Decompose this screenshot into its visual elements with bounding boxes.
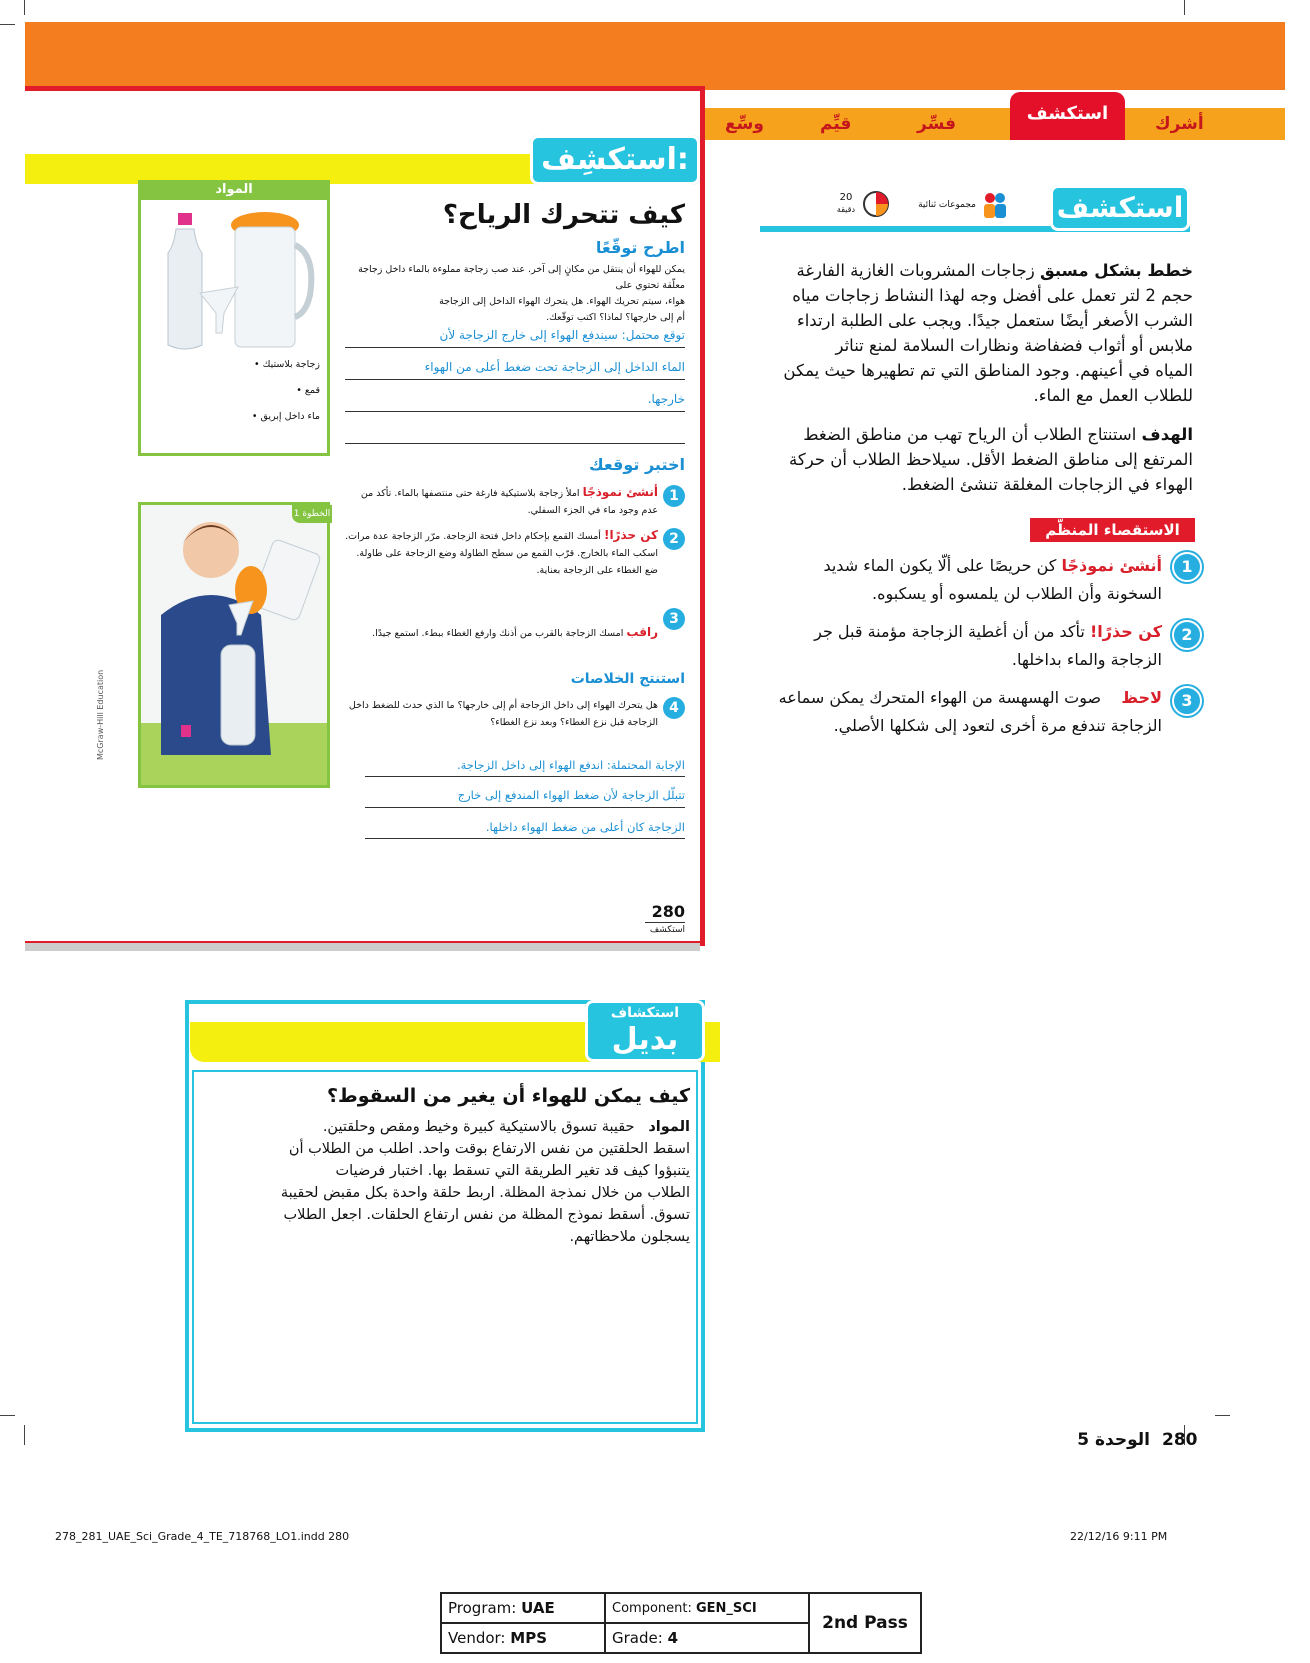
item-line: السخونة وأن الطلاب لن يلمسوه أو يسكبوه. bbox=[872, 584, 1162, 603]
photo-credit: McGraw-Hill Education bbox=[96, 669, 105, 760]
extension-banner-main: بديل bbox=[611, 1022, 679, 1057]
plan-line: للطلاب العمل مع الماء. bbox=[1033, 386, 1193, 405]
page-number-rule bbox=[645, 922, 685, 923]
item-line: الزجاجة تندفع مرة أخرى لتعود إلى شكلها الأصلي. bbox=[833, 716, 1162, 735]
step-lead: كن حذرًا! bbox=[603, 528, 658, 542]
crop-mark bbox=[24, 0, 25, 15]
extension-line: الطلاب من خلال نمذجة المظلة. اربط حلقة واحدة بكل مقبض لحقيبة bbox=[280, 1185, 690, 1201]
conclusion-heading: استنتج الخلاصات bbox=[570, 671, 685, 687]
student-explore-banner: استكشِف: bbox=[530, 135, 700, 185]
stamp-value: MPS bbox=[510, 1629, 548, 1647]
guided-inquiry-heading: الاستقصاء المنظَّم bbox=[1030, 518, 1195, 542]
stamp-component bbox=[605, 1593, 809, 1623]
stamp-grade bbox=[605, 1623, 809, 1653]
item-line: تأكد من أن أغطية الزجاجة مؤمنة قبل جر bbox=[814, 622, 1085, 641]
predict-answer-3: خارجها. bbox=[647, 392, 685, 406]
extension-lead: المواد bbox=[648, 1119, 690, 1135]
step-1 bbox=[345, 484, 658, 519]
item-number: 2 bbox=[1172, 620, 1202, 650]
extension-line: يتنبؤوا كيف قد تغير الطريقة التي تسقط بها. اختبار فرضيات bbox=[335, 1163, 690, 1179]
teacher-unit-label: الوحدة 5 bbox=[1077, 1430, 1150, 1450]
predict-answer-1: توقع محتمل: سيندفع الهواء إلى خارج الزجاجة لأن bbox=[439, 328, 685, 342]
extension-banner bbox=[585, 1000, 705, 1062]
student-page-caption: استكشف bbox=[649, 925, 685, 935]
extension-line: حقيبة تسوق بالاستيكية كبيرة وخيط ومقص وحلقتين. bbox=[322, 1119, 635, 1135]
stamp-value: GEN_SCI bbox=[696, 1600, 757, 1616]
page-shadow bbox=[25, 943, 700, 951]
plan-lead: خطط بشكل مسبق bbox=[1039, 261, 1193, 280]
answer-line bbox=[365, 776, 685, 777]
step-lead: أنشئ نموذجًا bbox=[582, 485, 658, 499]
clock-icon bbox=[862, 190, 890, 218]
test-heading: اختبر توقعك bbox=[588, 455, 685, 474]
item-1 bbox=[780, 552, 1162, 608]
lesson-tab-bar bbox=[705, 103, 1285, 140]
step-number: 2 bbox=[663, 528, 685, 550]
answer-line bbox=[345, 443, 685, 444]
stamp-label: Vendor: bbox=[448, 1629, 506, 1647]
plan-paragraph bbox=[760, 258, 1193, 408]
answer-line bbox=[365, 807, 685, 808]
item-lead: لاحظ bbox=[1121, 688, 1162, 707]
extension-banner-top: استكشاف bbox=[610, 1005, 680, 1021]
step-number: 3 bbox=[663, 608, 685, 630]
extension-line: يسجلون ملاحظاتهم. bbox=[569, 1229, 690, 1245]
material-item: قمع • bbox=[296, 385, 320, 396]
step-lead: راقب bbox=[626, 625, 658, 639]
answer-line bbox=[365, 838, 685, 839]
answer-line bbox=[345, 411, 685, 412]
extension-title: كيف يمكن للهواء أن يغير من السقوط؟ bbox=[326, 1085, 690, 1107]
item-3 bbox=[760, 684, 1162, 740]
item-line: الزجاجة والماء بداخلها. bbox=[1011, 650, 1162, 669]
predict-text bbox=[338, 262, 685, 326]
extension-line: تسوق. أسقط نموذج المظلة من نفس ارتفاع الحلقات. اجعل الطلاب bbox=[283, 1207, 690, 1223]
teacher-explore-banner: استكشف bbox=[1050, 185, 1190, 231]
materials-list bbox=[232, 352, 320, 430]
time-unit: دقيقة bbox=[836, 205, 856, 214]
step-text: أمسك القمع بإحكام داخل فتحة الزجاجة. مرّر الزجاجة عدة مرات. اسكب الماء بالخارج. قرّب القمع من سطح الطاولة وضع الزجاجة على طاولة. ضع الغطاء على الزجاجة بعناية. bbox=[345, 531, 658, 576]
materials-illustration bbox=[150, 205, 320, 360]
crop-mark bbox=[1215, 1415, 1230, 1416]
time-value: 20 bbox=[839, 192, 853, 203]
stamp-vendor bbox=[441, 1623, 605, 1653]
tab-explain[interactable]: فسِّر bbox=[917, 114, 957, 134]
q4-answer-1: الإجابة المحتملة: اندفع الهواء إلى داخل الزجاجة. bbox=[456, 758, 685, 772]
tab-share[interactable]: أشرك bbox=[1155, 114, 1204, 134]
question-4: هل يتحرك الهواء إلى داخل الزجاجة أم إلى خارجها؟ ما الذي حدث للضغط داخل الزجاجة قبل نزع الغطاء؟ وبعد نزع الغطاء؟ bbox=[348, 700, 658, 728]
crop-mark bbox=[24, 1425, 25, 1445]
step-3 bbox=[345, 624, 658, 642]
goal-line: المرتفع إلى مناطق الضغط الأقل. سيلاحظ الطلاب أن حركة bbox=[789, 450, 1193, 469]
stamp-program bbox=[441, 1593, 605, 1623]
photo-step-label: الخطوة 1 bbox=[292, 505, 332, 523]
slug-filename: 278_281_UAE_Sci_Grade_4_TE_718768_LO1.indd 280 bbox=[55, 1530, 350, 1543]
student-title: كيف تتحرك الرياح؟ bbox=[442, 200, 685, 230]
q4-answer-2: تتبلّل الزجاجة لأن ضغط الهواء المندفع إلى خارج bbox=[457, 788, 685, 802]
step-2 bbox=[345, 527, 658, 579]
extension-line: اسقط الحلقتين من نفس الارتفاع بوقت واحد. اطلب من الطلاب أن bbox=[288, 1141, 690, 1157]
plan-line: الشرب الأصغر أيضًا ستعمل جيدًا. ويجب على الطلبة ارتداء bbox=[796, 311, 1193, 330]
step-number: 1 bbox=[663, 485, 685, 507]
item-line: كن حريصًا على ألّا يكون الماء شديد bbox=[823, 556, 1057, 575]
item-lead: أنشئ نموذجًا bbox=[1061, 556, 1162, 575]
item-line: صوت الهسهسة من الهواء المتحرك يمكن سماعه bbox=[778, 688, 1102, 707]
stamp-value: UAE bbox=[521, 1599, 555, 1617]
stamp-label: Component: bbox=[612, 1600, 692, 1616]
item-number: 1 bbox=[1172, 552, 1202, 582]
answer-line bbox=[345, 379, 685, 380]
stamp-value: 4 bbox=[667, 1629, 679, 1647]
tab-evaluate[interactable]: قيِّم bbox=[820, 114, 852, 134]
crop-mark bbox=[0, 24, 15, 25]
slug-date: 22/12/16 9:11 PM bbox=[1070, 1530, 1168, 1543]
predict-heading: اطرح توقّعًا bbox=[595, 238, 685, 257]
plan-line: ملابس أو أثواب فضفاضة ونظارات السلامة لمنع تناثر bbox=[835, 336, 1193, 355]
plan-line: حجم 2 لتر تعمل على أفضل وجه لهذا النشاط زجاجات مياه bbox=[792, 286, 1193, 305]
stamp-pass: 2nd Pass bbox=[809, 1593, 921, 1653]
crop-mark bbox=[0, 1415, 15, 1416]
step-text: امسك الزجاجة بالقرب من أذنك وارفع الغطاء ببطء. استمع جيدًا. bbox=[372, 628, 624, 639]
step-number: 4 bbox=[663, 697, 685, 719]
group-label: مجموعات ثنائية bbox=[918, 200, 976, 210]
teacher-page-number: 280 bbox=[1162, 1430, 1198, 1450]
extension-body bbox=[210, 1116, 690, 1248]
material-item: ماء داخل إبريق • bbox=[251, 411, 320, 422]
predict-answer-2: الماء الداخل إلى الزجاجة تحت ضغط أعلى من الهواء bbox=[424, 360, 685, 374]
material-item: زجاجة بلاستيك • bbox=[254, 359, 320, 370]
group-icon bbox=[980, 190, 1010, 220]
stamp-label: Grade: bbox=[612, 1629, 663, 1647]
predict-line: هواء، سيتم تحريك الهواء. هل يتحرك الهواء الداخل إلى الزجاجة bbox=[439, 296, 685, 307]
tab-explore[interactable]: استكشف bbox=[1010, 92, 1125, 140]
predict-line: أم إلى خارجها؟ لماذا؟ اكتب توقّعك. bbox=[546, 312, 685, 323]
plan-line: زجاجات المشروبات الغازية الفارغة bbox=[796, 261, 1035, 280]
top-band bbox=[25, 22, 1285, 90]
goal-lead: الهدف bbox=[1141, 425, 1193, 444]
student-page-number: 280 bbox=[651, 902, 685, 921]
answer-line bbox=[345, 347, 685, 348]
item-2 bbox=[780, 618, 1162, 674]
goal-line: استنتاج الطلاب أن الرياح تهب من مناطق الضغط bbox=[803, 425, 1137, 444]
goal-paragraph bbox=[760, 422, 1193, 497]
plan-line: المياه في أعينهم. وجود المناطق التي تم تطهيرها حيث يمكن bbox=[783, 361, 1193, 380]
step-text: املأ زجاجة بلاستيكية فارغة حتى منتصفها بالماء. تأكد من عدم وجود ماء في الجزء السفلي. bbox=[360, 488, 658, 516]
goal-line: الهواء في الزجاجات المغلقة تنشئ الضغط. bbox=[901, 475, 1193, 494]
production-stamp bbox=[440, 1592, 922, 1654]
item-number: 3 bbox=[1172, 686, 1202, 716]
boy-pouring-photo bbox=[141, 505, 327, 785]
predict-line: يمكن للهواء أن ينتقل من مكانٍ إلى آخر. عند صب زجاجة مملوءة بالماء داخل زجاجة معلّقة تحتوي على bbox=[358, 264, 685, 291]
q4-answer-3: الزجاجة كان أعلى من ضغط الهواء داخلها. bbox=[485, 820, 685, 834]
tab-expand[interactable]: وسِّع bbox=[725, 114, 764, 134]
stamp-label: Program: bbox=[448, 1599, 517, 1617]
item-lead: كن حذرًا! bbox=[1089, 622, 1162, 641]
crop-mark bbox=[1184, 0, 1185, 15]
materials-heading: المواد bbox=[138, 180, 330, 200]
